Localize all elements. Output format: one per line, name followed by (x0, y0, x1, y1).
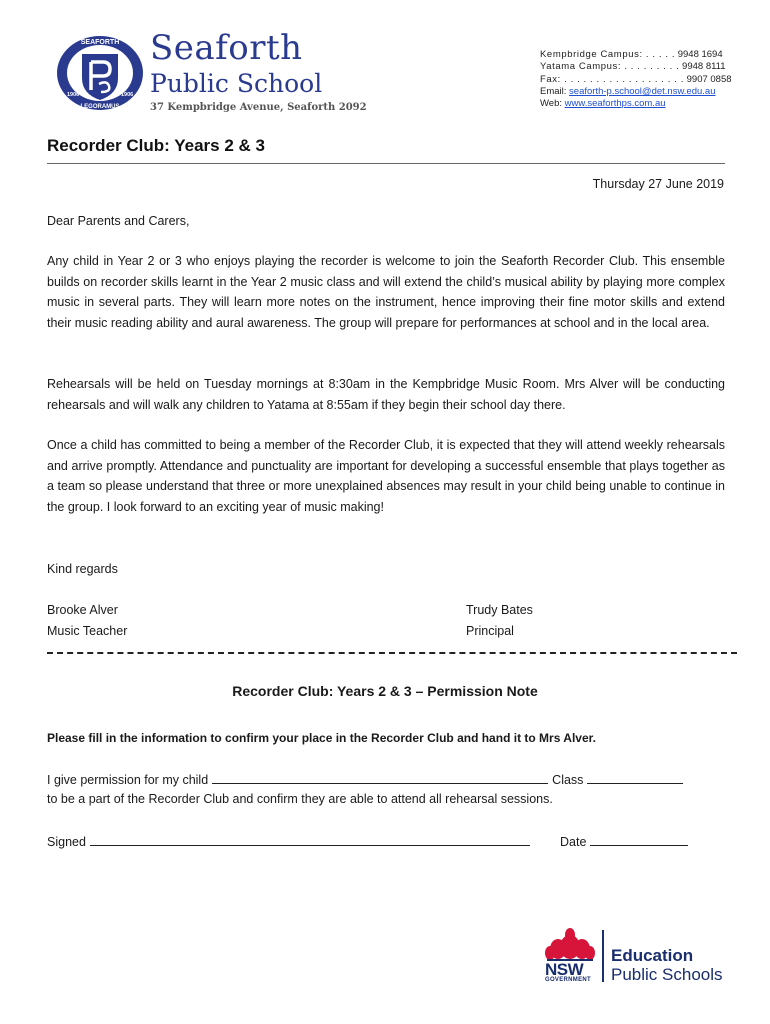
signature-field[interactable] (90, 833, 530, 846)
school-name: Seaforth (150, 28, 303, 68)
web-link[interactable]: www.seaforthps.com.au (564, 98, 666, 110)
email-link[interactable]: seaforth-p.school@det.nsw.edu.au (569, 85, 716, 97)
school-subtitle: Public School (150, 69, 323, 98)
letter-date: Thursday 27 June 2019 (592, 177, 724, 191)
child-name-field[interactable] (212, 771, 548, 784)
signature-principal (466, 600, 533, 642)
logo-divider (602, 930, 604, 982)
school-crest-logo (55, 34, 145, 112)
contact-kempbridge: Kempbridge Campus: . . . . . 9948 1694 (540, 49, 723, 60)
class-field[interactable] (587, 771, 683, 784)
paragraph-3: Once a child has committed to being a member of the Recorder Club, it is expected that they will attend weekly rehearsals and arrive promptly. Attendance and punctuality are important for developing a successful ensemble that plays together as a team so please understand that three or more unexplained absences may result in your child being unable to continue in the group. I look forward to an exciting year of music making! (47, 438, 725, 514)
signed-line: Signed (47, 833, 534, 849)
contact-fax: Fax: . . . . . . . . . . . . . . . . . . . 9907 0858 (540, 73, 732, 85)
signature-teacher (47, 600, 127, 642)
paragraph-1: Any child in Year 2 or 3 who enjoys playing the recorder is welcome to join the Seaforth Recorder Club. This ensemble builds on recorder skills learnt in the Year 2 music class and will extend the child’s musical ability by playing more complex music in several parts. They will learn more notes on the instrument, hence improving their fine motor skills and extend their music reading ability and aural awareness. The group will prepare for performances at school and in the local area. (47, 254, 725, 330)
permission-line: I give permission for my child Class (47, 771, 687, 787)
paragraph-2: Rehearsals will be held on Tuesday mornings at 8:30am in the Kempbridge Music Room. Mrs Alver will be conducting rehearsals and will walk any children to Yatama at 8:55am if they begin their school day there. (47, 377, 725, 412)
teacher-name: Brooke Alver (47, 603, 118, 617)
date-line: Date (560, 833, 692, 849)
permission-suffix: to be a part of the Recorder Club and confirm they are able to attend all rehearsal sessions. (47, 792, 553, 806)
date-field[interactable] (590, 833, 688, 846)
nsw-government-text: GOVERNMENT (545, 977, 592, 983)
contact-web: Web: www.seaforthps.com.au (540, 98, 666, 110)
principal-name: Trudy Bates (466, 603, 533, 617)
contact-block (540, 49, 732, 110)
public-schools-text: Public Schools (611, 965, 723, 984)
kind-regards: Kind regards (47, 562, 118, 576)
school-address: 37 Kempbridge Avenue, Seaforth 2092 (150, 102, 367, 113)
principal-role: Principal (466, 624, 514, 638)
contact-email: Email: seaforth-p.school@det.nsw.edu.au (540, 85, 716, 97)
svg-text:LEGORAMUS: LEGORAMUS (80, 104, 120, 110)
svg-text:1906: 1906 (67, 92, 80, 98)
greeting: Dear Parents and Carers, (47, 214, 190, 228)
contact-yatama: Yatama Campus: . . . . . . . . . 9948 8111 (540, 61, 726, 73)
education-text: Education (611, 946, 694, 965)
permission-instruction: Please fill in the information to confirm your place in the Recorder Club and hand it to Mrs Alver. (47, 731, 596, 745)
permission-title: Recorder Club: Years 2 & 3 – Permission Note (232, 683, 538, 699)
nsw-wordmark: NSW (545, 960, 584, 979)
title-rule (47, 163, 725, 164)
cut-line (47, 652, 737, 654)
letter-title: Recorder Club: Years 2 & 3 (47, 136, 265, 155)
teacher-role: Music Teacher (47, 624, 128, 638)
waratah-icon (545, 927, 595, 961)
svg-text:SEAFORTH: SEAFORTH (80, 39, 120, 46)
svg-text:1906: 1906 (121, 92, 134, 98)
